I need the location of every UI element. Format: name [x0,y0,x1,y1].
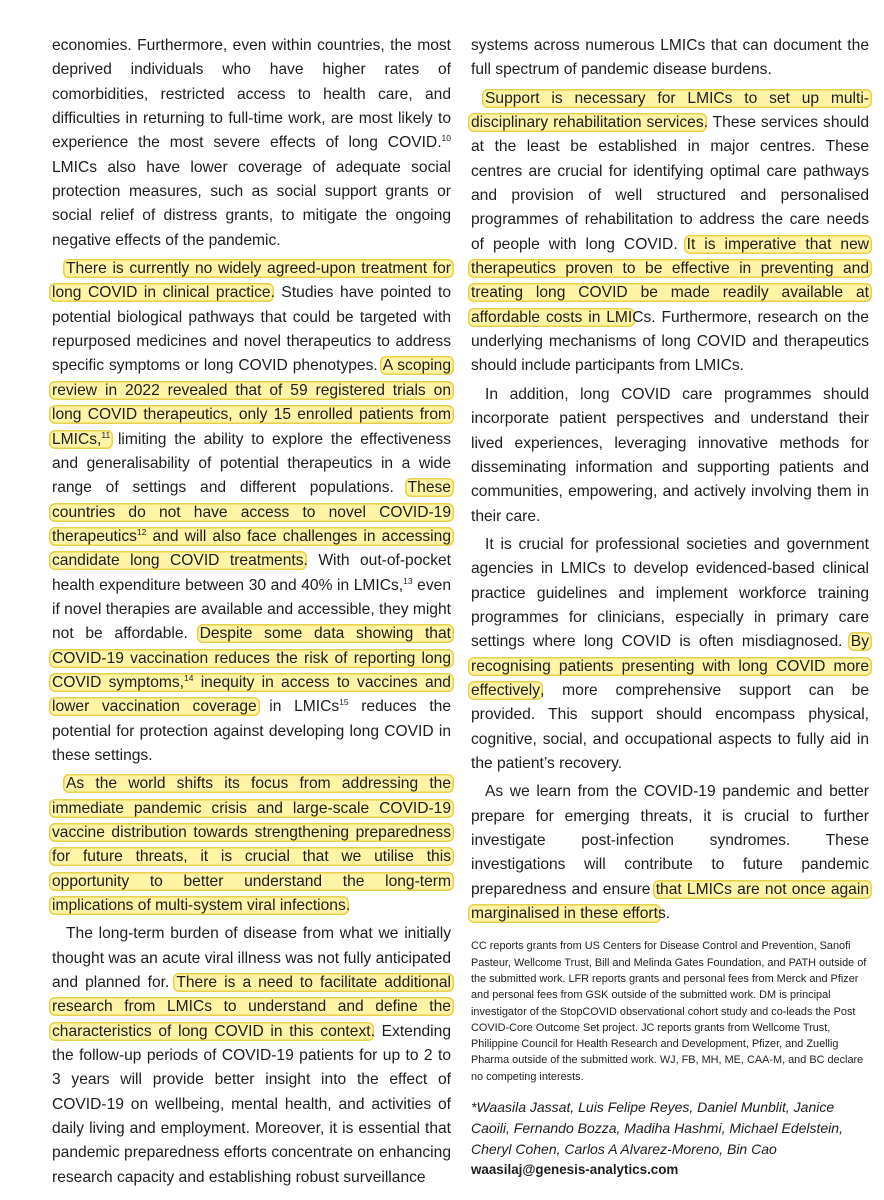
author-list: *Waasila Jassat, Luis Felipe Reyes, Daniel Munblit, Janice Caoili, Fernando Bozza, Madiha Hashmi, Michael Edelstein, Cheryl Cohen, Carlos A Alvarez-Moreno, Bin Cao [471,1099,843,1158]
text: reduces the potential for protection against developing long COVID in these settings. [52,698,452,764]
text: economies. Furthermore, even within countries, the most deprived individuals who have higher rates of comorbidities, restricted access to health care, and difficulties in returning to full-time work, are most likely to experience the most severe effects of long COVID. [52,37,451,152]
right-paragraph-2 [471,87,869,379]
highlight: Despite some data showing that COVID-19 vaccination reduces the risk of reporting long COVID symptoms,$^{14}$ inequity in access to vaccines and lower vaccination coverage [49,624,454,716]
text: As we learn from the COVID-19 pandemic and better prepare for emerging threats, it is crucial to further investigate post-infection syndromes. These investigations will contribute to future pandemic preparedness and ensure [471,783,869,898]
reference-14[interactable]: 14 [184,672,194,683]
text: . Studies have pointed to potential biological pathways that could be targeted with repurposed medicines and novel therapeutics to address specific symptoms or long COVID phenotypes. [52,284,452,375]
left-paragraph-1 [52,34,451,253]
reference-15[interactable]: 15 [339,697,349,708]
right-paragraph-1 [471,34,869,83]
competing-interests-disclosure: CC reports grants from US Centers for Disease Control and Prevention, Sanofi Pasteur, Wellcome Trust, Bill and Melinda Gates Foundation, and PATH outside of the submitted work. LFR reports grants and personal fees from Merck and Pfizer and personal fees from GSK outside of the submitted work. DM is principal investigator of the StopCOVID observational cohort study and co-leads the Post COVID-Core Outcome Set project. JC reports grants from Wellcome Trust, Philippine Council for Health Research and Development, Pfizer, and Zuellig Pharma outside of the submitted work. WJ, FB, MH, ME, CAA-M, and BC declare no competing interests. [471,940,867,1083]
highlight: A scoping review in 2022 revealed that of 59 registered trials on long COVID therapeutics, only 15 enrolled patients from LMICs,$^{11}$ [49,356,454,448]
left-paragraph-2 [52,257,451,768]
left-column [52,34,451,1190]
text: . With out-of-pocket health expenditure between 30 and 40% in LMICs, [52,552,451,594]
right-paragraph-3 [471,383,869,529]
highlight: There is currently no widely agreed-upon treatment for long COVID in clinical practice [49,259,454,302]
right-paragraph-5 [471,780,869,926]
text: The long-term burden of disease from what we initially thought was an acute viral illness was not fully anticipated and planned for. [52,925,451,992]
text: limiting the ability to explore the effectiveness and generalisability of potential therapeutics in a wide range of settings and different populations. [52,430,451,497]
text: LMICs also have lower coverage of adequate social protection measures, such as social support grants or social relief of distress grants, to mitigate the ongoing negative effects of the pandemic. [52,158,451,249]
text: . Extending the follow-up periods of COVID-19 patients for up to 2 to 3 years will provide better insight into the effect of COVID-19 on wellbeing, mental health, and activities of daily living and employment. Moreover, it is essential that pandemic preparedness efforts concentrate on enhancing research capacity and establishing robust surveillance [52,1022,451,1186]
reference-13[interactable]: 13 [403,575,413,586]
reference-11[interactable]: 11 [101,429,111,440]
left-paragraph-4 [52,922,451,1190]
highlight: It is imperative that new therapeutics proven to be effective in preventing and treating long COVID be made readily available at affordable costs in LMI [468,235,872,327]
highlight: There is a need to facilitate additional research from LMICs to understand and define the characteristics of long COVID in this context [49,973,454,1041]
text: in LMICs [256,698,340,716]
highlight: Support is necessary for LMICs to set up multi-disciplinary rehabilitation services [468,89,872,132]
reference-10[interactable]: 10 [441,133,451,144]
text: . [345,897,351,915]
text: Cs. Furthermore, research on the underlying mechanisms of long COVID and therapeutics should include participants from LMICs. [471,308,869,375]
text: even if novel therapies are available and accessible, they might not be affordable. [52,576,451,643]
right-paragraph-4 [471,533,869,776]
text: . These services should at the least be established in major centres. These centres are crucial for identifying optimal care pathways and provision of well structured and personalised programmes of rehabilitation to address the care needs of people with long COVID. [471,114,869,253]
text: It is crucial for professional societies and government agencies in LMICs to develop evidenced-based clinical practice guidelines and implement workforce training programmes for clinicians, especially in primary care settings where long COVID is often misdiagnosed. [471,535,869,651]
highlight: These countries do not have access to novel COVID-19 therapeutics$^{12}$ and will also face challenges in accessing candidate long COVID treatments [49,478,454,570]
highlight: that LMICs are not once again marginalised in these effort [468,880,872,923]
reference-12[interactable]: 12 [136,526,147,537]
text: systems across numerous LMICs that can document the full spectrum of pandemic disease burdens. [471,37,869,79]
highlight: As the world shifts its focus from addressing the immediate pandemic crisis and large-scale COVID-19 vaccine distribution towards strengthening preparedness for future threats, it is crucial that we utilise this opportunity to better understand the long-term implications of multi-system viral infections [49,774,454,915]
corresponding-email[interactable]: waasilaj@genesis-analytics.com [471,1162,679,1178]
text: In addition, long COVID care programmes should incorporate patient perspectives and understand their lived experiences, leveraging innovative methods for disseminating information and supporting patients and communities, empowering, and actively involving them in their care. [471,385,869,525]
text: , more comprehensive support can be provided. This support should encompass physical, cognitive, social, and occupational aspects to fully aid in the patient’s recovery. [471,681,869,772]
right-column [471,34,869,1180]
left-paragraph-3 [52,772,451,918]
text: s. [657,905,671,923]
highlight: By recognising patients presenting with long COVID more effectively [468,632,872,700]
